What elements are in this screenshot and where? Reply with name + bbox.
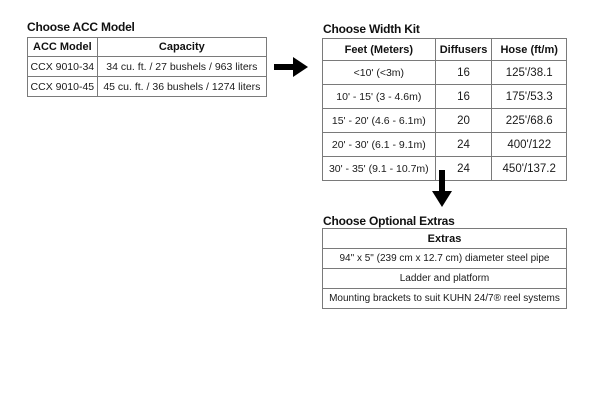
diffusers-cell: 24 bbox=[435, 133, 492, 157]
arrow-right-icon bbox=[274, 57, 308, 77]
width-kit-header-row bbox=[323, 39, 567, 61]
extras-header-row bbox=[323, 229, 567, 249]
hose-cell: 450'/137.2 bbox=[492, 157, 567, 181]
choose-model-title: Choose ACC Model bbox=[27, 20, 135, 34]
extras-cell: Ladder and platform bbox=[323, 269, 567, 289]
diffusers-cell: 20 bbox=[435, 109, 492, 133]
feet-cell: 10' - 15' (3 - 4.6m) bbox=[323, 85, 436, 109]
model-table bbox=[27, 37, 267, 97]
extras-cell: 94" x 5" (239 cm x 12.7 cm) diameter steel pipe bbox=[323, 249, 567, 269]
feet-cell: 20' - 30' (6.1 - 9.1m) bbox=[323, 133, 436, 157]
model-cell: CCX 9010-34 bbox=[28, 57, 98, 77]
table-row[interactable] bbox=[323, 61, 567, 85]
model-cell: CCX 9010-45 bbox=[28, 77, 98, 97]
hose-cell: 175'/53.3 bbox=[492, 85, 567, 109]
table-row[interactable] bbox=[323, 249, 567, 269]
choose-optional-extras-title: Choose Optional Extras bbox=[323, 214, 455, 228]
extras-cell: Mounting brackets to suit KUHN 24/7® reel systems bbox=[323, 289, 567, 309]
hose-cell: 225'/68.6 bbox=[492, 109, 567, 133]
diffusers-cell: 16 bbox=[435, 61, 492, 85]
arrow-down-icon bbox=[432, 170, 452, 207]
width-kit-table bbox=[322, 38, 567, 181]
hose-cell: 400'/122 bbox=[492, 133, 567, 157]
diffusers-column-header: Diffusers bbox=[435, 39, 492, 61]
model-column-header: ACC Model bbox=[28, 38, 98, 57]
feet-cell: 15' - 20' (4.6 - 6.1m) bbox=[323, 109, 436, 133]
capacity-column-header: Capacity bbox=[97, 38, 266, 57]
feet-cell: 30' - 35' (9.1 - 10.7m) bbox=[323, 157, 436, 181]
table-row[interactable] bbox=[323, 269, 567, 289]
table-row[interactable] bbox=[323, 109, 567, 133]
table-row[interactable] bbox=[28, 77, 267, 97]
choose-width-kit-title: Choose Width Kit bbox=[323, 22, 420, 36]
capacity-cell: 34 cu. ft. / 27 bushels / 963 liters bbox=[97, 57, 266, 77]
feet-column-header: Feet (Meters) bbox=[323, 39, 436, 61]
extras-table bbox=[322, 228, 567, 309]
diffusers-cell: 24 bbox=[435, 157, 492, 181]
table-row[interactable] bbox=[323, 85, 567, 109]
table-row[interactable] bbox=[323, 289, 567, 309]
table-row[interactable] bbox=[323, 133, 567, 157]
extras-column-header: Extras bbox=[323, 229, 567, 249]
capacity-cell: 45 cu. ft. / 36 bushels / 1274 liters bbox=[97, 77, 266, 97]
diffusers-cell: 16 bbox=[435, 85, 492, 109]
hose-column-header: Hose (ft/m) bbox=[492, 39, 567, 61]
model-table-header-row bbox=[28, 38, 267, 57]
table-row[interactable] bbox=[28, 57, 267, 77]
hose-cell: 125'/38.1 bbox=[492, 61, 567, 85]
feet-cell: <10' (<3m) bbox=[323, 61, 436, 85]
